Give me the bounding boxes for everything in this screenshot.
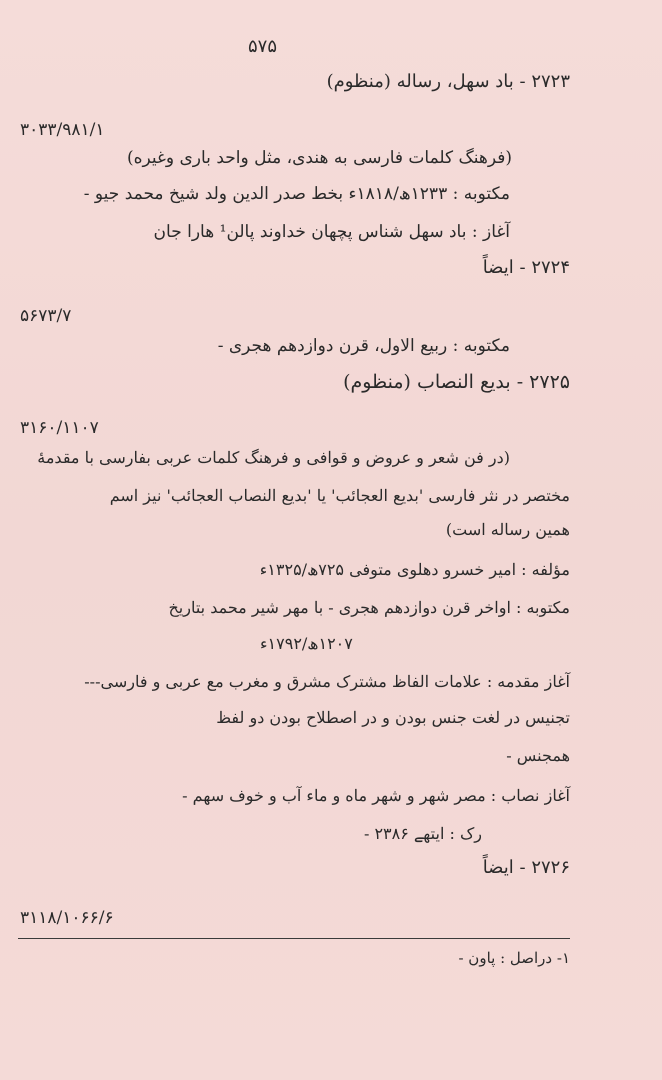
- entry-2725-copy-1: مکتوبه : اواخر قرن دوازدهم هجری - با مهر شیر محمد بتاریخ: [168, 598, 570, 617]
- entry-2724-ref: ۵۶۷۳/۷: [20, 306, 72, 326]
- entry-2725-author: مؤلفه : امیر خسرو دهلوی متوفی ۷۲۵ھ/۱۳۲۵ء: [259, 560, 570, 579]
- entry-2723-desc: (فرهنگ کلمات فارسی به هندی، مثل واحد باری وغیره): [126, 148, 512, 168]
- entry-2725-rak: رک : ایتهے ۲۳۸۶ -: [363, 824, 482, 843]
- entry-2725-intro-1: آغاز مقدمه : علامات الفاظ مشترک مشرق و مغرب مع عربی و فارسی---: [84, 672, 570, 691]
- entry-2725-copy-2: ۱۲۰۷ھ/۱۷۹۲ء: [260, 634, 353, 653]
- footnote-divider: [18, 938, 570, 939]
- entry-2724-copy: مکتوبه : ربیع الاول، قرن دوازدهم هجری -: [217, 336, 510, 356]
- footnote: ۱- دراصل : پاون -: [458, 949, 570, 967]
- entry-2723-start: آغاز : باد سهل شناس پچهان خداوند پالن¹ هارا جان: [153, 222, 510, 242]
- entry-2725-desc-2: مختصر در نثر فارسی 'بدیع العجائب' یا 'بدیع النصاب العجائب' نیز اسم: [109, 486, 570, 505]
- entry-2725-start: آغاز نصاب : مصر شهر و شهر ماه و ماء آب و خوف سهم -: [182, 786, 570, 805]
- entry-2725-desc-3: همین رساله است): [445, 520, 570, 539]
- entry-2726-ref: ۳۱۱۸/۱۰۶۶/۶: [20, 908, 114, 928]
- entry-2723-title: ۲۷۲۳ - باد سهل، رساله (منظوم): [326, 71, 570, 92]
- entry-2725-ref: ۳۱۶۰/۱۱۰۷: [20, 418, 99, 438]
- entry-2725-desc-1: (در فن شعر و عروض و قوافی و فرهنگ کلمات عربی بفارسی با مقدمهٔ: [37, 448, 510, 467]
- entry-2725-intro-3: همجنس -: [506, 746, 570, 765]
- entry-2723-copy: مکتوبه : ۱۲۳۳ھ/۱۸۱۸ء بخط صدر الدین ولد شیخ محمد جیو -: [83, 184, 510, 204]
- entry-2724-title: ۲۷۲۴ - ایضاً: [482, 257, 570, 278]
- entry-2726-title: ۲۷۲۶ - ایضاً: [482, 857, 570, 878]
- entry-2723-ref: ۳۰۳۳/۹۸۱/۱: [20, 120, 105, 140]
- page-number: ۵۷۵: [248, 36, 278, 57]
- entry-2725-intro-2: تجنیس در لغت جنس بودن و در اصطلاح بودن دو لفظ: [216, 708, 570, 727]
- entry-2725-title: ۲۷۲۵ - بدیع النصاب (منظوم): [343, 371, 570, 393]
